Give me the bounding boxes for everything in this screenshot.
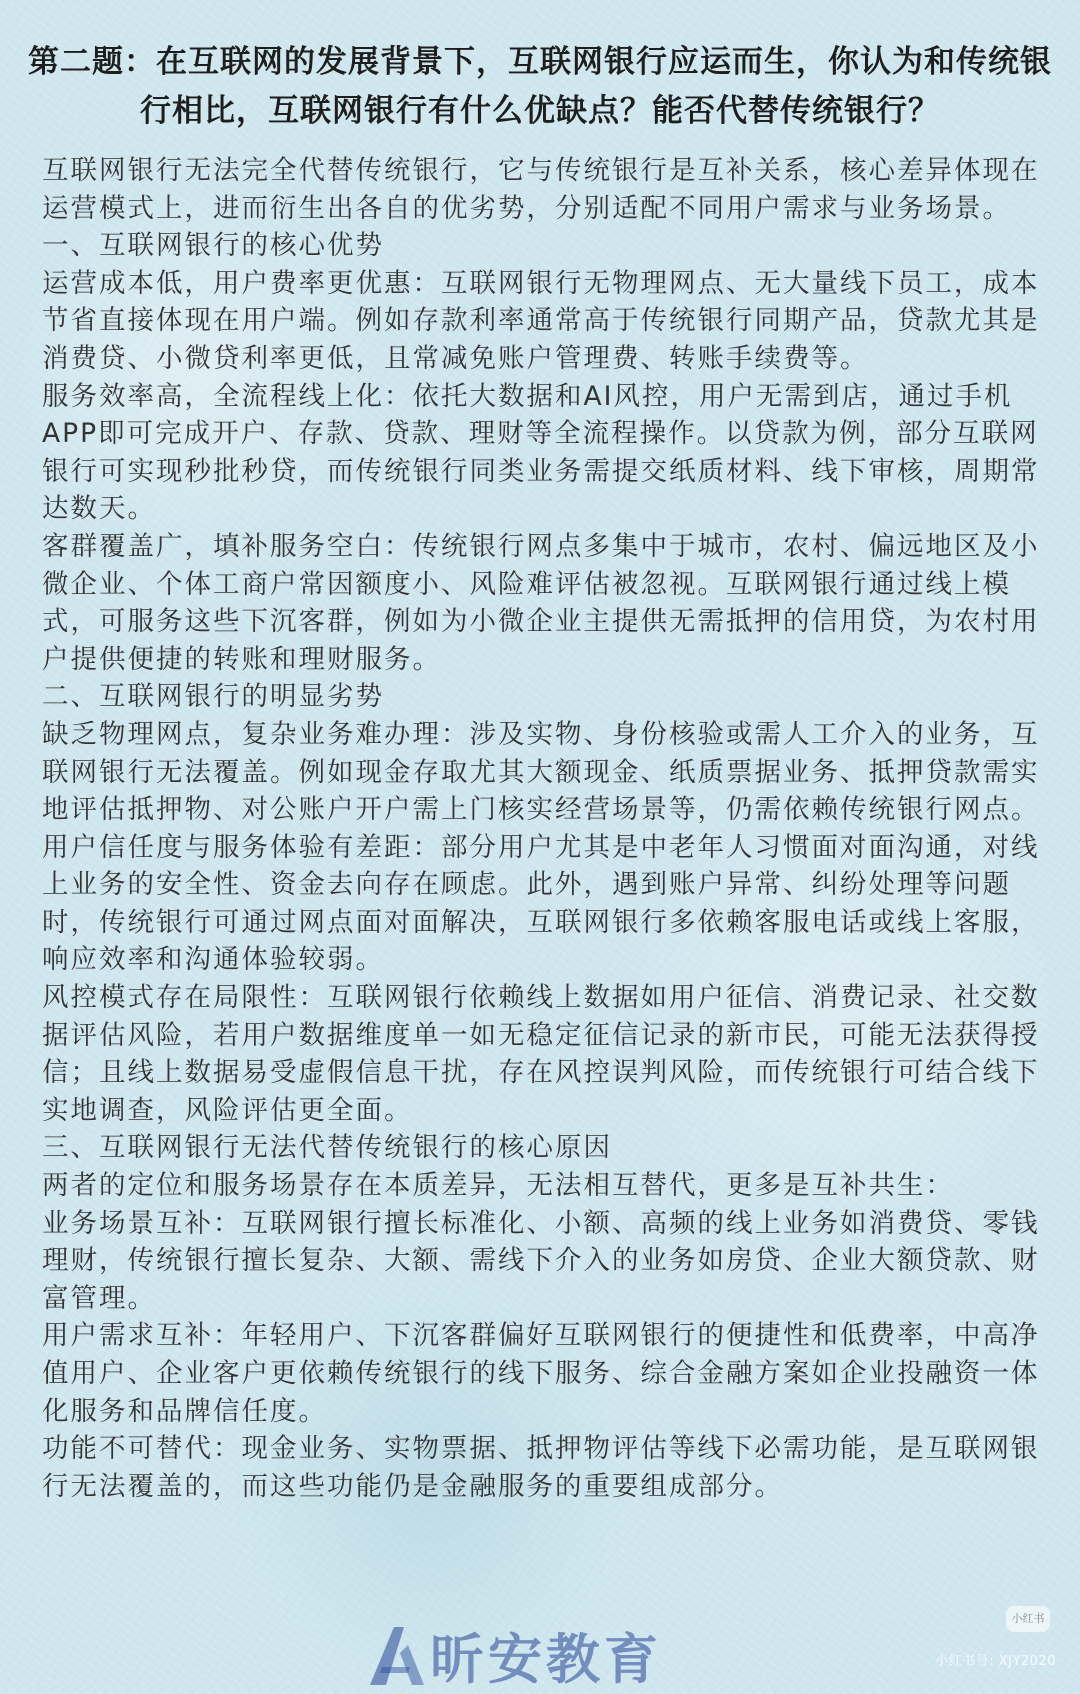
letter-a-logo-icon (364, 1623, 428, 1687)
intro-paragraph: 互联网银行无法完全代替传统银行，它与传统银行是互补关系，核心差异体现在运营模式上，进而衍生出各自的优劣势，分别适配不同用户需求与业务场景。 (42, 155, 1040, 224)
watermark-logo (364, 1622, 662, 1691)
section-heading-disadvantages: 二、互联网银行的明显劣势 (42, 681, 384, 713)
advantage-paragraph: 运营成本低，用户费率更优惠：互联网银行无物理网点、无大量线下员工，成本节省直接体现在用户端。例如存款利率通常高于传统银行同期产品，贷款尤其是消费贷、小微贷利率更低，且常减免账户管理费、转账手续费等。 (42, 267, 1040, 374)
advantage-paragraph: 服务效率高，全流程线上化：依托大数据和AI风控，用户无需到店，通过手机APP即可完成开户、存款、贷款、理财等全流程操作。以贷款为例，部分互联网银行可实现秒批秒贷，而传统银行同类业务需提交纸质材料、线下审核，周期常达数天。 (42, 380, 1040, 525)
answer-body (42, 152, 1042, 1505)
disadvantage-paragraph: 缺乏物理网点，复杂业务难办理：涉及实物、身份核验或需人工介入的业务，互联网银行无法覆盖。例如现金存取尤其大额现金、纸质票据业务、抵押贷款需实地评估抵押物、对公账户开户需上门核实经营场景等，仍需依赖传统银行网点。 (42, 718, 1040, 826)
app-watermark-badge: 小红书 (1006, 1606, 1050, 1632)
section-heading-advantages: 一、互联网银行的核心优势 (42, 230, 384, 262)
reason-paragraph: 业务场景互补：互联网银行擅长标准化、小额、高频的线上业务如消费贷、零钱理财，传统银行擅长复杂、大额、需线下介入的业务如房贷、企业大额贷款、财富管理。 (42, 1207, 1040, 1314)
reason-paragraph: 功能不可替代：现金业务、实物票据、抵押物评估等线下必需功能，是互联网银行无法覆盖的，而这些功能仍是金融服务的重要组成部分。 (42, 1433, 1040, 1502)
question-title: 第二题：在互联网的发展背景下，互联网银行应运而生，你认为和传统银行相比，互联网银行有什么优缺点？能否代替传统银行？ (28, 44, 1052, 129)
advantage-paragraph: 客群覆盖广，填补服务空白：传统银行网点多集中于城市，农村、偏远地区及小微企业、个体工商户常因额度小、风险难评估被忽视。互联网银行通过线上模式，可服务这些下沉客群，例如为小微企业主提供无需抵押的信用贷，为农村用户提供便捷的转账和理财服务。 (42, 530, 1040, 675)
watermark-logo-text: 昕安教育 (430, 1627, 662, 1691)
reason-paragraph: 用户需求互补：年轻用户、下沉客群偏好互联网银行的便捷性和低费率，中高净值用户、企业客户更依赖传统银行的线下服务、综合金融方案如企业投融资一体化服务和品牌信任度。 (42, 1320, 1040, 1427)
section-heading-reasons: 三、互联网银行无法代替传统银行的核心原因 (42, 1132, 612, 1164)
disadvantage-paragraph: 风控模式存在局限性：互联网银行依赖线上数据如用户征信、消费记录、社交数据评估风险，若用户数据维度单一如无稳定征信记录的新市民，可能无法获得授信；且线上数据易受虚假信息干扰，存在风控误判风险，而传统银行可结合线下实地调查，风险评估更全面。 (42, 982, 1040, 1126)
reason-paragraph: 两者的定位和服务场景存在本质差异，无法相互替代，更多是互补共生： (42, 1170, 954, 1202)
user-id-watermark: 小红书号: XJY2020 (935, 1654, 1056, 1669)
disadvantage-paragraph: 用户信任度与服务体验有差距：部分用户尤其是中老年人习惯面对面沟通，对线上业务的安全性、资金去向存在顾虑。此外，遇到账户异常、纠纷处理等问题时，传统银行可通过网点面对面解决，互联网银行多依赖客服电话或线上客服，响应效率和沟通体验较弱。 (42, 831, 1040, 976)
